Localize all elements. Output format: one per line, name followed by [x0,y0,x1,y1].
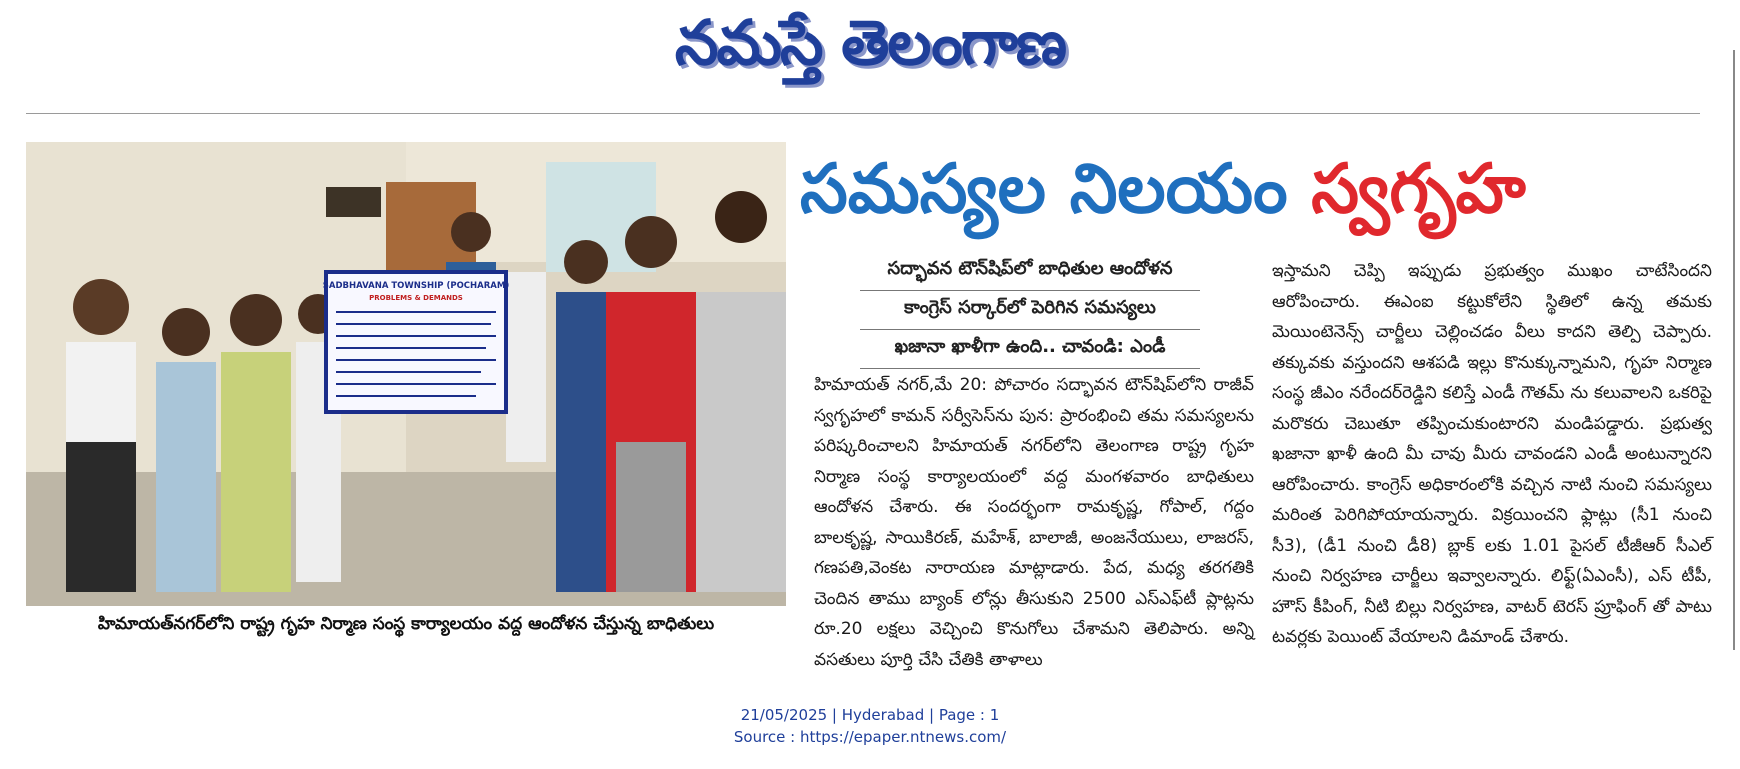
page-edge-divider [1733,50,1735,650]
headline-part2: స్వగృహ [1311,150,1526,229]
photo-caption: హిమాయత్‌నగర్‌లోని రాష్ట్ర గృహ నిర్మాణ సంస్థ కార్యాలయం వద్ద ఆందోళన చేస్తున్న బాధితులు [97,614,715,634]
article-body-column-2: ఇస్తామని చెప్పి ఇప్పుడు ప్రభుత్వం ముఖం చాటేసిందని ఆరోపించారు. ఈఎంఐ కట్టుకోలేని స్థితిలో ఉన్న తమకు మెయింటెనెన్స్ చార్జీలు చెల్లించడం వీలు కాదని తెల్పి చెప్పారు. తక్కువకు వస్తుందని ఆశపడి ఇల్లు కొనుక్కున్నామని, గృహ నిర్మాణ సంస్థ జీఎం నరేందర్‌రెడ్డిని కలిస్తే ఎండీ గౌతమ్ ను కలువాలని ఒకరిపై మరొకరు చెబుతూ తప్పించుకుంటారని మండిపడ్డారు. ప్రభుత్వ ఖజానా ఖాళీ ఉంది మీ చావు మీరు చావండని ఎండీ అంటున్నారని ఆరోపించారు. కాంగ్రెస్ అధికారంలోకి వచ్చిన నాటి నుంచి సమస్యలు మరింత పెరిగిపోయాయన్నారు. విక్రయించని ఫ్లాట్లు (సీ1 నుంచి సీ3), (డీ1 నుంచి డీ8) బ్లాక్ లకు 1.01 పైసల్ టీజీఆర్ సీఎల్ నుంచి నిర్వహణ చార్జీలు ఇవ్వాలన్నారు. లిఫ్ట్(ఏఎంసీ), ఎస్ టీపీ, హౌస్ కీపింగ్, నీటి బిల్లు నిర్వహణ, వాటర్ టెరస్ ప్రూఫింగ్ తో పాటు టవర్లకు పెయింట్ వేయాలని డిమాండ్ చేశారు. [1272,261,1712,647]
article-subheads [860,252,1200,369]
article-photo [26,142,786,606]
article-headline [800,140,1700,240]
newspaper-logo: నమస్తే తెలంగాణ [674,6,1066,79]
masthead-divider [26,113,1700,114]
subhead: కాంగ్రెస్ సర్కార్‌లో పెరిగిన సమస్యలు [860,291,1200,330]
page-footer [0,704,1740,748]
banner-subtitle: PROBLEMS & DEMANDS [369,294,463,302]
footer-source-link[interactable]: Source : https://epaper.ntnews.com/ [733,728,1007,746]
footer-dateline: 21/05/2025 | Hyderabad | Page : 1 [740,706,1000,724]
subhead: సద్భావన టౌన్‌షిప్‌లో బాధితుల ఆందోళన [860,252,1200,291]
headline-part1: సమస్యల నిలయం [800,150,1288,229]
banner-title: SADBHAVANA TOWNSHIP (POCHARAM) [322,281,510,291]
subhead: ఖజానా ఖాళీగా ఉంది.. చావండి: ఎండీ [860,330,1200,369]
article-body-column-1: హిమాయత్ నగర్,మే 20: పోచారం సద్భావన టౌన్‌షిప్‌లోని రాజీవ్ స్వగృహలో కామన్ సర్వీసెస్‌ను పున: ప్రారంభించి తమ సమస్యలను పరిష్కరించాలని హిమాయత్ నగర్‌లోని తెలంగాణ రాష్ట్ర గృహ నిర్మాణ సంస్థ కార్యాలయంలో వద్ద మంగళవారం బాధితులు ఆందోళన చేశారు. ఈ సందర్భంగా రామకృష్ణ, గోపాల్, గద్దం బాలకృష్ణ, సాయికిరణ్, మహేశ్, బాలాజీ, అంజనేయులు, లాజరస్, గణపతి,వెంకట నారాయణ మాట్లాడారు. పేద, మధ్య తరగతికి చెందిన తాము బ్యాంక్ లోన్లు తీసుకుని 2500 ఎస్ఎఫ్‌టీ ప్లాట్లను రూ.20 లక్షలు వెచ్చించి కొనుగోలు చేశామని తెలిపారు. అన్ని వసతులు పూర్తి చేసి చేతికి తాళాలు [814,375,1254,670]
masthead [0,0,1740,100]
